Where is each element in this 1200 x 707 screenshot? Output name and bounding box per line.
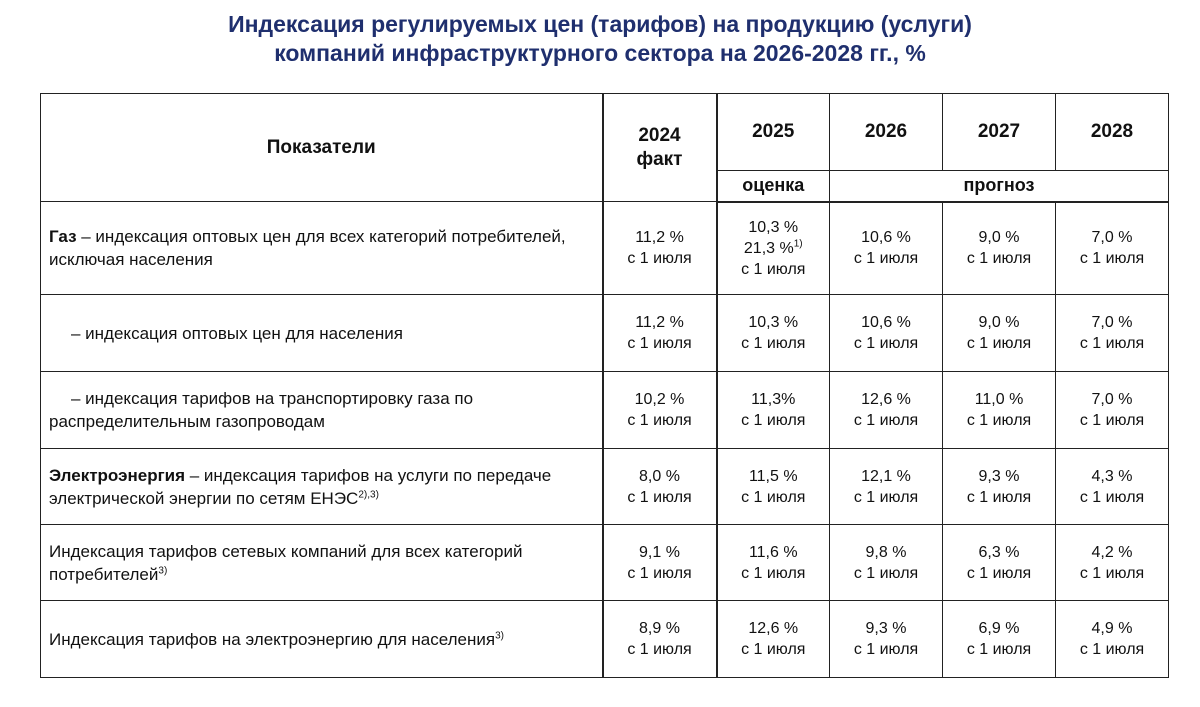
table-row bbox=[41, 372, 1169, 449]
row-indicator-bold: Газ bbox=[49, 227, 77, 246]
value-2027 bbox=[943, 449, 1056, 525]
header-forecast: прогноз bbox=[830, 171, 1169, 202]
value: 10,3 % bbox=[748, 218, 799, 236]
value: 8,0 % bbox=[639, 467, 680, 485]
value: 11,5 % bbox=[748, 467, 798, 485]
value-date: с 1 июля bbox=[741, 412, 806, 429]
value-date: с 1 июля bbox=[741, 260, 806, 278]
header-2024-fact: факт bbox=[636, 148, 683, 170]
value-date: с 1 июля bbox=[966, 335, 1032, 352]
value-date: с 1 июля bbox=[853, 250, 919, 268]
value-date: с 1 июля bbox=[966, 488, 1032, 506]
table-row bbox=[41, 525, 1169, 601]
header-indicators: Показатели bbox=[41, 94, 603, 202]
value: 4,2 % bbox=[1091, 543, 1133, 561]
header-2024-year: 2024 bbox=[638, 124, 681, 146]
value-date: с 1 июля bbox=[853, 564, 919, 582]
value-2028 bbox=[1056, 202, 1169, 295]
value-2027 bbox=[943, 295, 1056, 372]
value-date: с 1 июля bbox=[741, 641, 806, 658]
footnote-mark: 3) bbox=[158, 564, 168, 576]
row-indicator bbox=[41, 295, 603, 372]
value: 4,9 % bbox=[1091, 620, 1133, 637]
value: 10,6 % bbox=[861, 229, 911, 247]
value: 8,9 % bbox=[639, 620, 680, 637]
value-2024 bbox=[603, 601, 717, 678]
value: 10,3 % bbox=[748, 314, 799, 331]
row-indicator bbox=[41, 372, 603, 449]
value-2026 bbox=[830, 525, 943, 601]
row-indicator-text: Индексация тарифов на электроэнергию для населения bbox=[49, 629, 496, 649]
value-2024 bbox=[603, 372, 717, 449]
value-2028 bbox=[1056, 525, 1169, 601]
value: 11,3% bbox=[751, 391, 796, 408]
value: 12,6 % bbox=[748, 620, 799, 637]
row-indicator-bold: Электроэнергия bbox=[49, 465, 186, 485]
header-2027: 2027 bbox=[943, 94, 1056, 171]
value: 9,8 % bbox=[865, 543, 907, 561]
row-indicator-text: – индексация оптовых цен для всех категорий потребителей, исключая населения bbox=[49, 227, 566, 269]
value-date: с 1 июля bbox=[1079, 412, 1145, 429]
value-2027 bbox=[943, 202, 1056, 295]
table-row bbox=[41, 202, 1169, 295]
table-row bbox=[41, 295, 1169, 372]
value-date: с 1 июля bbox=[1079, 564, 1145, 582]
value-date: с 1 июля bbox=[1079, 250, 1145, 268]
value-2024 bbox=[603, 525, 717, 601]
value-2026 bbox=[830, 202, 943, 295]
value-date: с 1 июля bbox=[853, 488, 919, 506]
value-2026 bbox=[830, 601, 943, 678]
value-date: с 1 июля bbox=[627, 564, 692, 582]
value-date: с 1 июля bbox=[966, 564, 1032, 582]
value-2024 bbox=[603, 202, 717, 295]
value-date: с 1 июля bbox=[1079, 335, 1145, 352]
value-date: с 1 июля bbox=[741, 488, 806, 506]
row-indicator-text: Индексация тарифов сетевых компаний для всех категорий потребителей bbox=[49, 541, 523, 584]
value-date: с 1 июля bbox=[627, 335, 692, 352]
value-2028 bbox=[1056, 295, 1169, 372]
header-2026: 2026 bbox=[830, 94, 943, 171]
header-2028: 2028 bbox=[1056, 94, 1169, 171]
table-row bbox=[41, 601, 1169, 678]
value-2025 bbox=[717, 449, 830, 525]
value-date: с 1 июля bbox=[741, 564, 806, 582]
value-2028 bbox=[1056, 449, 1169, 525]
value: 6,9 % bbox=[978, 620, 1020, 637]
value: 11,2 % bbox=[635, 229, 684, 246]
value-2027 bbox=[943, 372, 1056, 449]
value: 7,0 % bbox=[1091, 314, 1133, 331]
header-2024 bbox=[603, 94, 717, 202]
value: 9,0 % bbox=[978, 314, 1020, 331]
value-2027 bbox=[943, 525, 1056, 601]
header-estimate: оценка bbox=[717, 171, 830, 202]
row-indicator-text: – индексация тарифов на услуги по передаче электрической энергии по сетям ЕНЭС bbox=[49, 465, 552, 508]
value: 10,6 % bbox=[861, 314, 911, 331]
value-date: с 1 июля bbox=[627, 488, 692, 506]
table-row bbox=[41, 449, 1169, 525]
footnote-mark: 3) bbox=[495, 629, 504, 641]
value: 11,0 % bbox=[974, 391, 1024, 408]
value-date: с 1 июля bbox=[627, 641, 692, 658]
value-2028 bbox=[1056, 372, 1169, 449]
value: 9,0 % bbox=[978, 229, 1020, 247]
value-2026 bbox=[830, 372, 943, 449]
value-2025 bbox=[717, 295, 830, 372]
value-date: с 1 июля bbox=[1079, 641, 1145, 658]
value-2025 bbox=[717, 202, 830, 295]
row-indicator bbox=[41, 601, 603, 678]
value-date: с 1 июля bbox=[741, 335, 806, 352]
value-date: с 1 июля bbox=[1079, 488, 1145, 506]
value: 4,3 % bbox=[1091, 467, 1133, 485]
title-line-1: Индексация регулируемых цен (тарифов) на продукцию (услуги) bbox=[228, 11, 972, 37]
page-title bbox=[0, 10, 1200, 68]
value-2028 bbox=[1056, 601, 1169, 678]
value: 6,3 % bbox=[978, 543, 1020, 561]
row-indicator-text: – индексация оптовых цен для населения bbox=[71, 323, 403, 343]
value-alt: 21,3 % bbox=[743, 239, 794, 257]
value-date: с 1 июля bbox=[853, 641, 919, 658]
value: 9,3 % bbox=[978, 467, 1020, 485]
footnote-mark: 1) bbox=[793, 238, 803, 250]
tariff-table bbox=[40, 93, 1169, 678]
value-date: с 1 июля bbox=[853, 335, 919, 352]
value-date: с 1 июля bbox=[627, 250, 692, 267]
value: 7,0 % bbox=[1091, 229, 1133, 247]
value: 10,2 % bbox=[634, 391, 685, 408]
value-2027 bbox=[943, 601, 1056, 678]
header-2025: 2025 bbox=[717, 94, 830, 171]
row-indicator bbox=[41, 525, 603, 601]
value-2025 bbox=[717, 601, 830, 678]
value-2026 bbox=[830, 449, 943, 525]
value: 11,6 % bbox=[748, 543, 798, 561]
row-indicator-text: – индексация тарифов на транспортировку газа по распределительным газопроводам bbox=[49, 389, 474, 431]
row-indicator bbox=[41, 202, 603, 295]
value-2024 bbox=[603, 449, 717, 525]
value: 12,1 % bbox=[861, 467, 911, 485]
value: 11,2 % bbox=[635, 314, 684, 331]
value: 12,6 % bbox=[861, 391, 911, 408]
title-line-2: компаний инфраструктурного сектора на 2026-2028 гг., % bbox=[274, 40, 926, 66]
value-2024 bbox=[603, 295, 717, 372]
value-date: с 1 июля bbox=[966, 641, 1032, 658]
value-2026 bbox=[830, 295, 943, 372]
value: 9,1 % bbox=[639, 543, 680, 561]
value-2025 bbox=[717, 372, 830, 449]
value-2025 bbox=[717, 525, 830, 601]
value-date: с 1 июля bbox=[966, 412, 1032, 429]
value-date: с 1 июля bbox=[853, 412, 919, 429]
value-date: с 1 июля bbox=[966, 250, 1032, 268]
footnote-mark: 2),3) bbox=[358, 488, 379, 500]
row-indicator bbox=[41, 449, 603, 525]
value-with-note bbox=[718, 238, 830, 259]
value: 7,0 % bbox=[1091, 391, 1133, 408]
value-date: с 1 июля bbox=[627, 412, 692, 429]
value: 9,3 % bbox=[865, 620, 907, 637]
